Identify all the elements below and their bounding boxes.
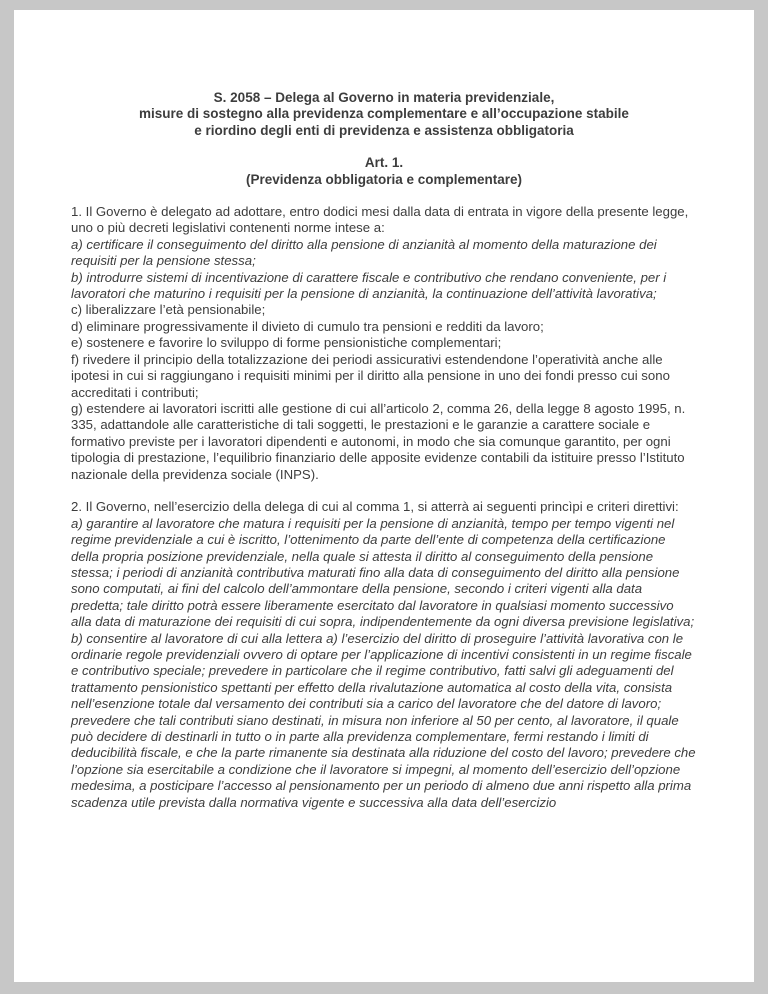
paragraph-comma-2-intro: 2. Il Governo, nell’esercizio della delega di cui al comma 1, si atterrà ai seguenti princìpi e criteri direttivi: — [71, 499, 679, 515]
document-page — [14, 10, 754, 982]
document-title-line-3: e riordino degli enti di previdenza e assistenza obbligatoria — [194, 122, 574, 138]
article-subtitle: (Previdenza obbligatoria e complementare) — [245, 171, 523, 187]
paragraph-comma-2-letter-a: a) garantire al lavoratore che matura i requisiti per la pensione di anzianità, tempo per tempo vigenti nel regime previdenziale a cui è iscritto, l’ottenimento da parte dell’ente di competenza della certificazione della propria posizione previdenziale, nella quale si attesta il diritto al conseguimento della pensione stessa; i periodi di anzianità contributiva maturati fino alla data di conseguimento del diritto alla pensione sono computati, ai fini del calcolo dell’ammontare della pensione, secondo i criteri vigenti alla data predetta; tale diritto potrà essere liberamente esercitato dal lavoratore in qualsiasi momento successivo alla data di maturazione dei requisiti di cui sopra, indipendentemente da ogni diversa previsione legislativa; — [71, 515, 695, 630]
article-heading-block — [71, 155, 697, 188]
document-title-block — [71, 90, 697, 139]
paragraph-comma-1-intro: 1. Il Governo è delegato ad adottare, entro dodici mesi dalla data di entrata in vigore della presente legge, uno o più decreti legislativi contenenti norme intese a: — [71, 204, 689, 236]
paragraph-comma-1-letter-c: c) liberalizzare l’età pensionabile; — [71, 302, 266, 318]
paragraph-comma-1-letter-a: a) certificare il conseguimento del diritto alla pensione di anzianità al momento della maturazione dei requisiti per la pensione stessa; — [71, 236, 657, 269]
document-body — [71, 204, 697, 811]
document-title-line-2: misure di sostegno alla previdenza complementare e all’occupazione stabile — [139, 106, 629, 122]
article-number: Art. 1. — [364, 155, 404, 171]
paragraph-comma-1-letter-d: d) eliminare progressivamente il divieto di cumulo tra pensioni e redditi da lavoro; — [71, 318, 544, 334]
document-title-line-1: S. 2058 – Delega al Governo in materia previdenziale, — [213, 90, 555, 105]
paragraph-comma-2-letter-b: b) consentire al lavoratore di cui alla lettera a) l’esercizio del diritto di proseguire l’attività lavorativa con le ordinarie regole previdenziali ovvero di optare per l’applicazione di incentivi consistenti in un regime fiscale e contributivo speciale; prevedere in particolare che il regime contributivo, fatti salvi gli adeguamenti del trattamento pensionistico spettanti per effetto della rivalutazione automatica al costo della vita, consista nell’esenzione totale dal versamento dei contributi sia a carico del lavoratore che del datore di lavoro; prevedere che tali contributi siano destinati, in misura non inferiore al 50 per cento, al lavoratore, il quale può decidere di destinarli in tutto o in parte alla previdenza complementare, fermi restando i limiti di deducibilità fiscale, e che la parte rimanente sia destinata alla riduzione del costo del lavoro; prevedere che l’opzione sia esercitabile a condizione che il lavoratore si impegni, al momento dell’esercizio dell’opzione medesima, a posticipare l’accesso al pensionamento per un periodo di almeno due anni rispetto alla prima scadenza utile prevista dalla normativa vigente e successiva alla data dell’esercizio — [71, 630, 696, 810]
paragraph-comma-1-letter-b: b) introdurre sistemi di incentivazione di carattere fiscale e contributivo che rendano conveniente, per i lavoratori che maturino i requisiti per la pensione di anzianità, la continuazione dell’attività lavorativa; — [71, 269, 667, 302]
paragraph-comma-1-letter-f: f) rivedere il principio della totalizzazione dei periodi assicurativi estendendone l’operatività anche alle ipotesi in cui si raggiungano i requisiti minimi per il diritto alla pensione in uno dei fondi presso cui sono accreditati i contributi; — [71, 351, 670, 400]
paragraph-comma-1-letter-e: e) sostenere e favorire lo sviluppo di forme pensionistiche complementari; — [71, 335, 502, 351]
paragraph-comma-1-letter-g: g) estendere ai lavoratori iscritti alle gestione di cui all’articolo 2, comma 26, della legge 8 agosto 1995, n. 335, adattandole alle caratteristiche di tali soggetti, le prestazioni e le garanzie a carattere sociale e formativo previste per i lavoratori dipendenti e autonomi, in modo che sia comunque garantito, per ogni tipologia di prestazione, l’equilibrio finanziario delle apposite evidenze contabili da istituire presso l’Istituto nazionale della previdenza sociale (INPS). — [71, 400, 686, 482]
